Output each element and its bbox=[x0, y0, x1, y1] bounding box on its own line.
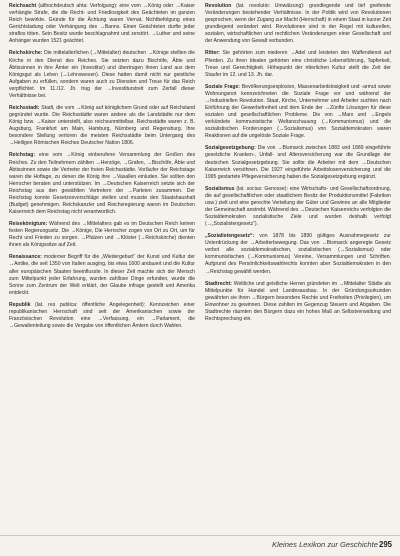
lexicon-entry bbox=[205, 186, 391, 228]
right-column bbox=[205, 3, 391, 335]
entry-term: Reichsacht bbox=[9, 3, 37, 9]
entry-text: Die mittelalterlichen (→Mittelalter) deutschen →Könige stellten die Kirche in den Dienst des Reiches. Sie setzten dazu Bischöfe, Äbte und Äbtissinnen in ihre Ämter ein (Investitur) und übertrugen ihnen Land aus dem Königsgut als Lehen (→Lehnswesen). Diese hatten damit nicht nur geistliche Aufgaben zu erfüllen, sondern waren auch zu Diensten und Treue für das Reich verpflichtet. Im 11./12. Jh. trug der →Investiturstreit zum Zerfall dieser Verhältnisse bei. bbox=[9, 50, 195, 99]
entry-text: eine vom →König einberufene Versammlung der Großen des Reiches. Zu den Teilnehmern zählten →Herzöge, →Grafen, →Bischöfe, Äbte und Äbtissinnen sowie die Vertreter der freien Reichsstädte. Vorläufer der Reichstage waren die Hoftage, zu denen die König ihre →Vasallen einluden. Sie sollten den Herrscher beraten und unterstützen. Im →Deutschen Kaiserreich setzte sich der Reichstag aus den gewählten Vertretern der →Parteien zusammen. Der Reichstag konnte Gesetzesvorschläge stellen und musste den Staatshaushalt (Budget) genehmigen. Reichskanzler und Reichsregierung waren im Deutschen Kaiserreich dem Reichstag nicht verantwortlich. bbox=[9, 152, 195, 215]
lexicon-entry bbox=[205, 145, 391, 180]
entry-text: moderner Begriff für die „Wiedergeburt“ der Kunst und Kultur der →Antike, die seit 1350 von Italien ausging, bis etwa 1600 andauert und die Kultur aller europäischen Staaten beeinflusste. In dieser Zeit machte sich der Mensch zum Mittelpunkt jeder Erfahrung, wurden zahllose Dinge erfunden, wurde die Sonne zum Zentrum der Welt erklärt, der Glaube infrage gestellt und Amerika entdeckt. bbox=[9, 254, 195, 296]
entry-term: Republik bbox=[9, 301, 31, 308]
entry-term: Soziale Frage: bbox=[205, 83, 241, 90]
entry-term: Sozialismus bbox=[205, 185, 235, 192]
lexicon-entry bbox=[9, 50, 195, 99]
lexicon-entry bbox=[9, 302, 195, 330]
entry-text: (lat. socius: Genosse): eine Wirtschafts- und Gesellschaftsordnung, die auf gesellschaftlichen oder staatlichem Besitz der Produktionsmittel (Fabriken usw.) zielt und eine gerechte Verteilung der Güter und Gewinne an alle Mitglieder der Gemeinschaft anstrebt. Während des →Deutschen Kaiserreichs verfolgten die Sozialdemokraten sozialistische Ziele und wurden deshalb verfolgt (→„Sozialistengesetz“). bbox=[205, 185, 391, 228]
text-columns bbox=[9, 3, 392, 335]
entry-text: Weltliche und geistliche Herren gründeten im →Mittelalter Städte als Mittelpunkte für Handel und Landesausbau. In der Gründungsurkunden gewährten sie ihren →Bürgern besondere Rechte und Freiheiten (Privilegien), um Einwohner zu gewinnen. Diese zahlten im Gegenzug Steuern und Abgaben. Die Stadtrechte räumten den Bürgern dazu ein hohes Maß an Selbstverwaltung und Rechtsprechung ein. bbox=[205, 280, 391, 322]
entry-term: Reisekönigtum: bbox=[9, 221, 48, 228]
entry-text: Sie gehörten zum niederen →Adel und leisteten den Waffendienst auf Pferden. Zu ihren Idealen gehörten eine christliche Lebensführung, Tapferkeit, Treue und Gerechtigkeit. Höhepunkt der ritterlichen Kultur stellt die Zeit der Staufer im 12. und 13. Jh. dar. bbox=[205, 50, 391, 78]
left-column bbox=[9, 3, 195, 335]
entry-text: Die von →Bismarck zwischen 1883 und 1889 eingeführte gesetzliche Kranken-, Unfall- und Altersversicherung war die Grundlage der deutschen Sozialgesetzgebung. Sie sollte die Arbeiter mit dem →Deutschen Kaiserreich versöhnen. Die 1927 eingeführte Arbeitslosenversicherung und die 1995 gestartete Pflegeversicherung haben die Sozialgesetzgebung ergänzt. bbox=[205, 145, 391, 180]
entry-term: Reichstag: bbox=[9, 152, 36, 159]
lexicon-entry bbox=[9, 221, 195, 249]
entry-term: Revolution bbox=[205, 3, 232, 9]
entry-text: von 1878 bis 1890 gültiges Ausnahmegesetz zur Unterdrückung der →Arbeiterbewegung. Das von →Bismarck angeregte Gesetz verbot alle sozialdemokratischen, sozialistischen (→Sozialismus) oder kommunistischen (→Kommunismus) Vereine, Versammlungen und Schriften. Aufgrund des Persönlichkeitswahlrechts konnten aber Sozialdemokraten in den →Reichstag gewählt werden. bbox=[205, 233, 391, 275]
book-title: Kleines Lexikon zur Geschichte bbox=[272, 540, 378, 549]
lexicon-entry bbox=[205, 233, 391, 275]
entry-term: Reichskirche: bbox=[9, 50, 43, 57]
entry-text: Stadt, die vom →König auf königlichem Grund oder auf Reichsland gegründet wurde. Die Reichsstädte waren andere als die Landstädte nur dem König bzw. →Kaiser unterstellt, also reichsunmittelbar. Reichsstädte waren z. B. Augsburg, Frankfurt am Main, Hamburg, Nürnberg und Regensburg. Ihre besondere Stellung verloren die meisten Reichsstädte beim Untergang des →Heiligen Römischen Reiches Deutscher Nation 1806. bbox=[9, 104, 195, 147]
lexicon-entry bbox=[205, 84, 391, 140]
entry-text: (lat. revolutio: Umwälzung): grundlegende und tief greifende Veränderungen bestehender Verhältnisse. In der Politik wird von Revolutionen gesprochen, wenn der Zugang zur Macht (Herrschaft) in einem Staat in kurzer Zeit grundlegend verändert wird. Revolutionen sind in der Regel mit kulturellen, sozialen, wirtschaftlichen und rechtlichen Veränderungen einer Gesellschaft und der Anwendung von Gewalt verbunden. bbox=[205, 3, 392, 45]
lexicon-entry bbox=[9, 3, 195, 45]
entry-text: (althochdeutsch ahta: Verfolgung): eine vom →König oder →Kaiser verhängte Strafe, die die Recht- und Friedlosigkeit des Geächteten im ganzen Reich bewirkte. Gründe für die Ächtung waren Vernat, Nichtbefolgung eines Gerichtsladung oder Verhängung des →Banns. Einen Geächteten durfte jeder straflos töten. Sein Besitz wurde beschlagnahmt und zerstört. →Luther und seine Anhänger wurden 1521 geächtet. bbox=[9, 3, 195, 45]
entry-term: Stadtrecht: bbox=[205, 280, 232, 287]
page-footer bbox=[0, 535, 400, 556]
entry-text: (lat. res publica: öffentliche Angelegenheit): Kennzeichen einer republikanischen Herrschaft sind seit der Amerikanischen sowie der Französischen Revolution eine →Verfassung, ein →Parlament, die →Gewaltenteilung sowie die Vergabe von öffentlichen Ämtern durch Wahlen. bbox=[9, 301, 195, 330]
lexicon-entry bbox=[9, 152, 195, 215]
lexicon-entry bbox=[205, 3, 391, 45]
entry-text: Bevölkerungsexplosion, Massenarbeitslosigkeit und -armut sowie Wohnungsnot kennzeichneten die Soziale Frage vor und während der →Industriellen Revolution. Staat, Kirche, Unternehmer und Arbeiter suchten nach Einführung der Gewerbefreiheit und dem Ende der →Zünfte Lösungen für diese sozialen und gesellschaftlichen Probleme. Die von →Marx und →Engels verkündete kommunistische Weltanschauung (→Kommunismus) und die sozialistischen Forderungen (→Sozialismus) von Sozialdemokraten waren Reaktionen auf die ungelöste Soziale Frage. bbox=[205, 83, 391, 140]
lexicon-entry bbox=[205, 50, 391, 78]
entry-term: Ritter: bbox=[205, 50, 220, 57]
page-number: 295 bbox=[378, 540, 392, 549]
entry-term: Sozialgesetzgebung: bbox=[205, 145, 256, 152]
lexicon-entry bbox=[9, 105, 195, 147]
entry-term: Renaissance: bbox=[9, 254, 42, 261]
lexicon-entry bbox=[9, 254, 195, 296]
lexicon-entry bbox=[205, 281, 391, 323]
entry-text: Während des →Mittelalters gab es im Deutschen Reich keinen festen Regierungssitz. Die →Könige, Die Herrscher zogen von Ort zu Ort, um für Recht und Frieden zu sorgen. →Pfalzen und →Klöster (→Reichskirche) dienten ihnen als Königssitze auf Zeit. bbox=[9, 221, 195, 249]
entry-term: Reichsstadt: bbox=[9, 104, 40, 111]
entry-term: „Sozialistengesetz“: bbox=[205, 233, 255, 240]
